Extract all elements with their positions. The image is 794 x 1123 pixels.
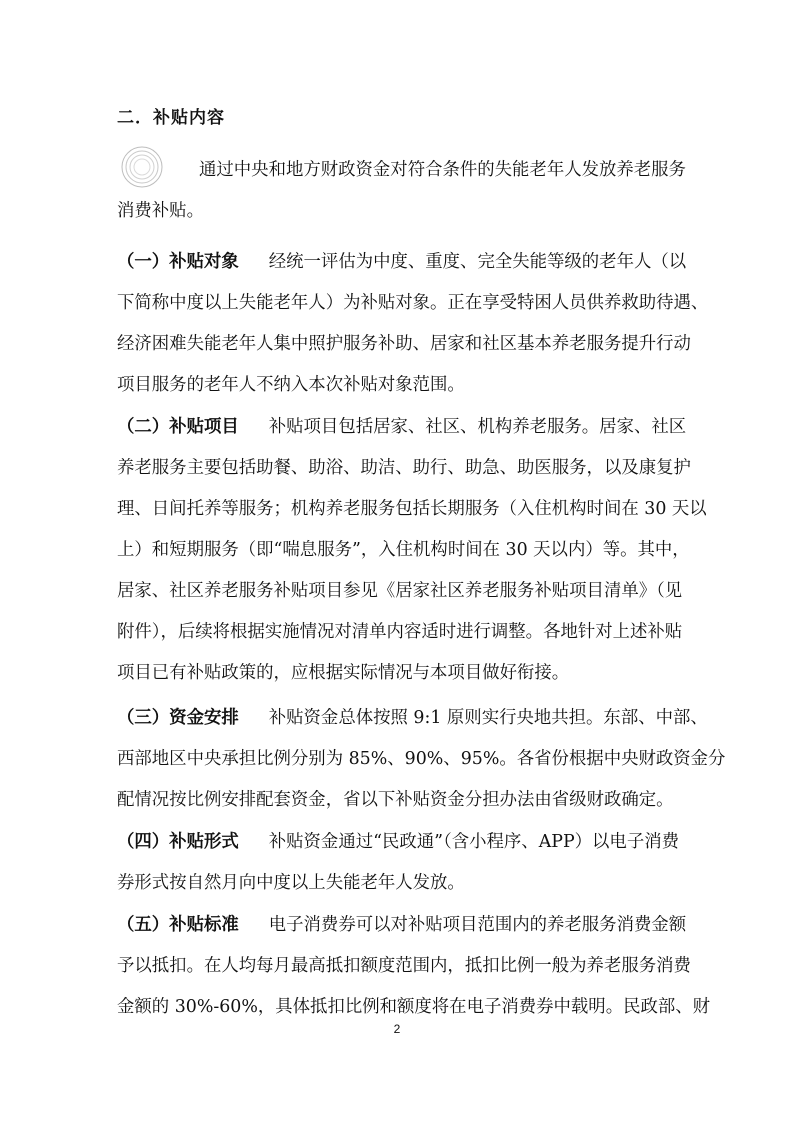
item-line: 予以抵扣。在人均每月最高抵扣额度范围内，抵扣比例一般为养老服务消费 [117, 956, 691, 976]
item-fund-arrangement [117, 698, 726, 821]
item-line: 养老服务主要包括助餐、助浴、助洁、助行、助急、助医服务，以及康复护 [117, 458, 691, 478]
item-line: 附件），后续将根据实施情况对清单内容适时进行调整。各地针对上述补贴 [117, 622, 683, 642]
item-line: 经统一评估为中度、重度、完全失能等级的老年人（以 [268, 252, 687, 272]
page-number: 2 [393, 1022, 401, 1036]
item-line: 上）和短期服务（即“喘息服务”，入住机构时间在 30 天以内）等。其中， [117, 540, 690, 560]
item-subsidy-form [117, 822, 677, 904]
item-heading: （三）资金安排 [117, 708, 239, 728]
item-line: 券形式按自然月向中度以上失能老年人发放。 [117, 873, 465, 893]
item-heading: （一）补贴对象 [117, 252, 239, 272]
item-line: 电子消费券可以对补贴项目范围内的养老服务消费金额 [268, 915, 687, 935]
item-line: 理、日间托养等服务；机构养老服务包括长期服务（入住机构时间在 30 天以 [117, 499, 707, 519]
item-line: 配情况按比例安排配套资金，省以下补贴资金分担办法由省级财政确定。 [117, 790, 674, 810]
item-line: 居家、社区养老服务补贴项目参见《居家社区养老服务补贴项目清单》（见 [117, 581, 683, 601]
item-subsidy-standard [117, 905, 711, 1028]
item-line: 项目服务的老年人不纳入本次补贴对象范围。 [117, 375, 465, 395]
intro-line: 消费补贴。 [117, 201, 204, 221]
item-line: 西部地区中央承担比例分别为 85%、90%、95%。各省份根据中央财政资金分 [117, 749, 726, 769]
item-line: 经济困难失能老年人集中照护服务补助、居家和社区基本养老服务提升行动 [117, 334, 691, 354]
item-heading: （四）补贴形式 [117, 832, 239, 852]
item-line: 项目已有补贴政策的，应根据实际情况与本项目做好衔接。 [117, 663, 570, 683]
item-heading: （五）补贴标准 [117, 915, 239, 935]
section-title: 二．补贴内容 [117, 108, 225, 128]
item-subsidy-project [117, 407, 707, 694]
item-line: 补贴项目包括居家、社区、机构养老服务。居家、社区 [268, 417, 687, 437]
item-line: 补贴资金总体按照 9:1 原则实行央地共担。东部、中部、 [268, 708, 708, 728]
item-line: 补贴资金通过“民政通”（含小程序、APP）以电子消费 [268, 832, 679, 852]
intro-line: 通过中央和地方财政资金对符合条件的失能老年人发放养老服务 [199, 160, 686, 180]
item-heading: （二）补贴项目 [117, 417, 239, 437]
intro-paragraph [117, 150, 686, 232]
item-line: 下简称中度以上失能老年人）为补贴对象。正在享受特困人员供养救助待遇、 [117, 293, 709, 313]
item-line: 金额的 30%-60%，具体抵扣比例和额度将在电子消费券中载明。民政部、财 [117, 997, 711, 1017]
item-subsidy-target [117, 242, 709, 406]
